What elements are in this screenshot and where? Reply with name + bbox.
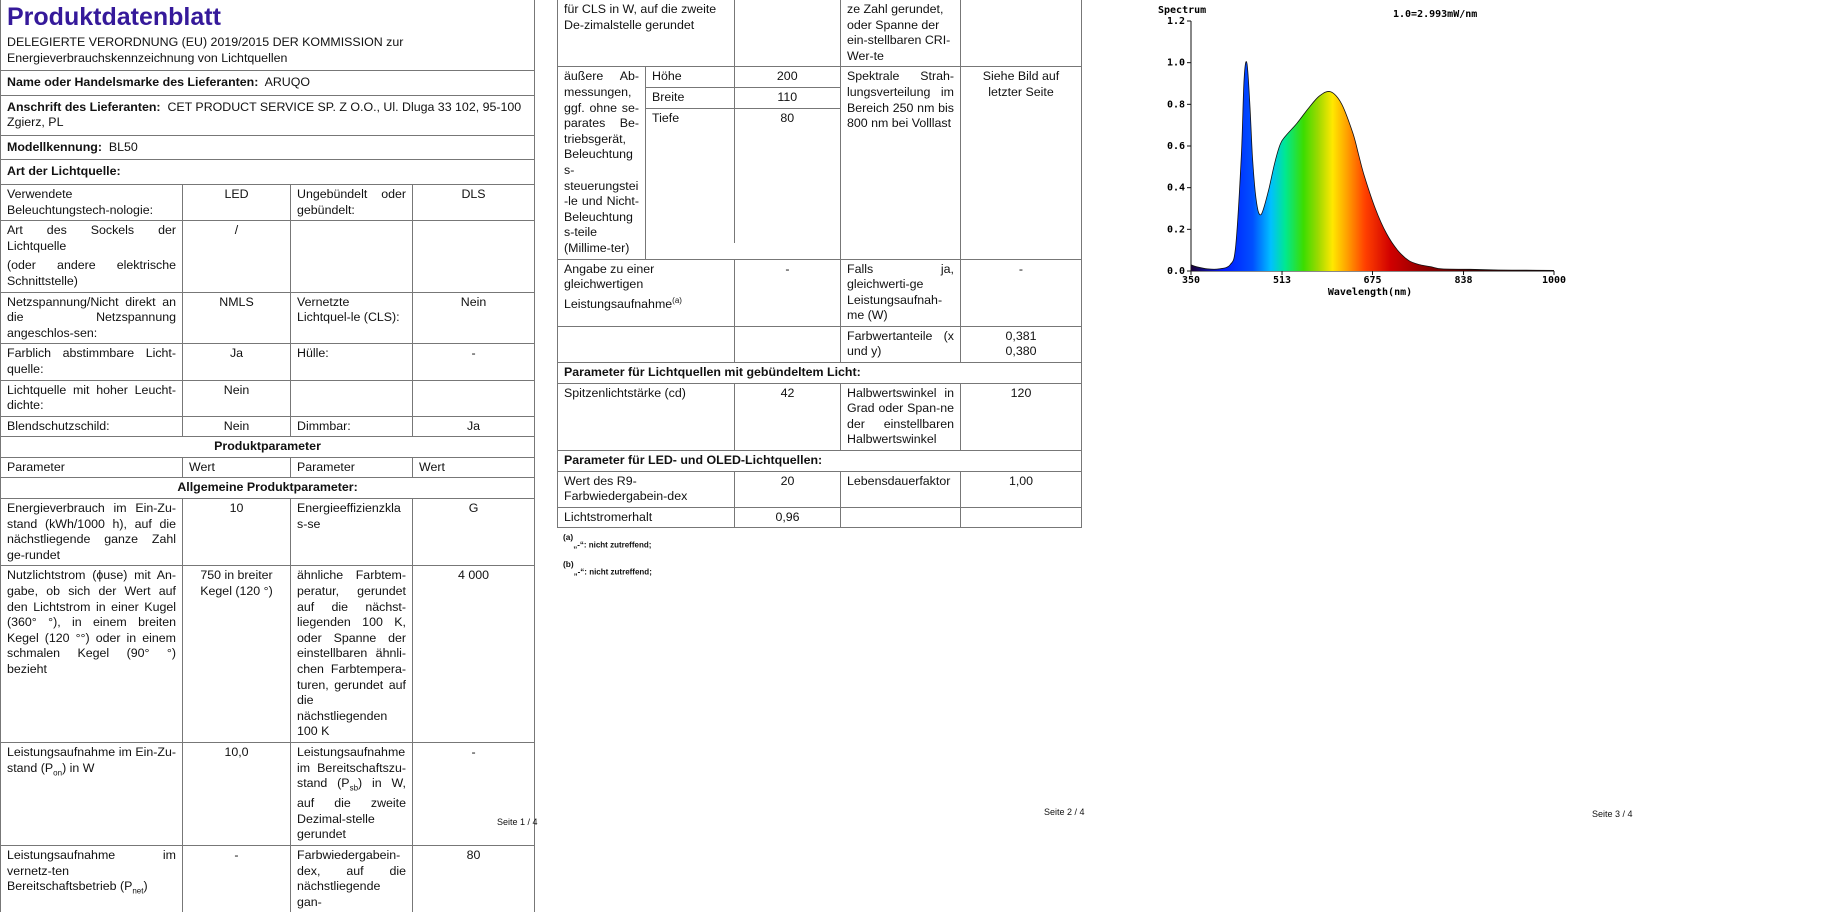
label-high-luminance: Lichtquelle mit hoher Leucht-dichte:: [1, 380, 183, 416]
value-lighting-technology: LED: [183, 184, 291, 220]
y-tick-label: 1.0: [1167, 58, 1185, 69]
supplier-value: ARUQO: [265, 75, 310, 89]
x-tick-label: 838: [1454, 275, 1472, 286]
spectrum-chart: [1150, 0, 1590, 310]
y-tick-label: 0.2: [1167, 224, 1185, 235]
label-width: Breite: [646, 87, 734, 108]
col-header-param: Parameter: [1, 457, 183, 478]
x-tick-label: 350: [1182, 275, 1200, 286]
supplier-label: Name oder Handelsmarke des Lieferanten:: [7, 75, 258, 89]
value-on-mode-power: 10,0: [183, 742, 291, 845]
label-envelope: Hülle:: [291, 344, 413, 380]
label-cap-type: Art des Sockels der Lichtquelle (oder andere elektrische Schnittstelle): [1, 221, 183, 292]
page-title: Produktdatenblatt: [1, 0, 534, 34]
label-survival-factor: Lebensdauerfaktor: [841, 471, 961, 507]
model-label: Modellkennung:: [7, 140, 102, 154]
model-value: BL50: [109, 140, 138, 154]
value-standby-power: -: [413, 742, 535, 845]
label-equivalent-power: Angabe zu einer gleichwertigen Leistungsaufnahme$^{(a)}$: [558, 259, 735, 326]
value-lumen-maintenance: 0,96: [735, 507, 841, 528]
col-header-param: Parameter: [291, 457, 413, 478]
footnote-a: $^{(a)}_{„-“: nicht zutreffend;}$: [557, 528, 1087, 554]
y-tick-label: 0.8: [1167, 99, 1185, 110]
spectrum-area: [1191, 62, 1554, 271]
label-cri: Farbwiedergabein-dex, auf die nächstliegende gan-: [291, 846, 413, 912]
value-networked-standby: -: [183, 846, 291, 912]
page-number-2: Seite 2 / 4: [1044, 807, 1085, 817]
value-cct: 4 000: [413, 566, 535, 743]
label-height: Höhe: [646, 67, 734, 87]
value-cls: Nein: [413, 292, 535, 344]
value-equivalent-power: -: [735, 259, 841, 326]
x-tick-label: 513: [1273, 275, 1291, 286]
value-spectral: Siehe Bild auf letzter Seite: [961, 67, 1082, 259]
label-peak-intensity: Spitzenlichtstärke (cd): [558, 383, 735, 450]
value-colour-tuneable: Ja: [183, 344, 291, 380]
label-r9: Wert des R9-Farbwiedergabein-dex: [558, 471, 735, 507]
label-energy-class: Energieeffizienzklas-se: [291, 499, 413, 566]
page-number-1: Seite 1 / 4: [497, 817, 538, 827]
value-high-luminance: Nein: [183, 380, 291, 416]
datasheet-table-1: [0, 0, 535, 912]
label-cri-cont: ze Zahl gerundet, oder Spanne der ein-stellbaren CRI-Wer-te: [841, 0, 961, 67]
address-label: Anschrift des Lieferanten:: [7, 100, 161, 114]
label-cls-standby: für CLS in W, auf die zweite De-zimalstelle gerundet: [558, 0, 735, 67]
y-tick-label: 0.6: [1167, 141, 1185, 152]
label-useful-flux: Nutzlichtstrom (ϕuse) mit An-gabe, ob sich der Wert auf den Lichtstrom in einer Kugel (360° °), in einem breiten Kegel (120 °°) oder in einem schmalen Kegel (90° °) bezieht: [1, 566, 183, 743]
chart-subtitle: 1.0=2.993mW/nm: [1393, 9, 1477, 20]
value-cap-type: /: [183, 221, 291, 292]
page-3: [1150, 0, 1836, 842]
label-lumen-maintenance: Lichtstromerhalt: [558, 507, 735, 528]
x-axis-label: Wavelength(nm): [1328, 287, 1412, 298]
label-colour-tuneable: Farblich abstimmbare Licht-quelle:: [1, 344, 183, 380]
value-beam-angle: 120: [961, 383, 1082, 450]
label-anti-glare: Blendschutzschild:: [1, 416, 183, 437]
label-cct: ähnliche Farbtem-peratur, gerundet auf die nächst-liegenden 100 K, oder Spanne der einstellbaren ähnli-chen Farbtempera-turen, gerundet auf die nächstliegenden 100 K: [291, 566, 413, 743]
dimensions-table: [646, 67, 840, 242]
label-depth: Tiefe: [646, 108, 734, 243]
label-on-mode-power: Leistungsaufnahme im Ein-Zu-stand $(P_{on})$ in W: [1, 742, 183, 845]
page-2: [557, 0, 1087, 581]
value-survival-factor: 1,00: [961, 471, 1082, 507]
value-r9: 20: [735, 471, 841, 507]
value-dimmable: Ja: [413, 416, 535, 437]
product-params-heading: Produktparameter: [1, 437, 535, 458]
type-heading: Art der Lichtquelle:: [1, 160, 535, 185]
beam-heading: Parameter für Lichtquellen mit gebündeltem Licht:: [558, 363, 1082, 384]
label-chromaticity: Farbwertanteile (x und y): [841, 326, 961, 362]
label-beam-angle: Halbwertswinkel in Grad oder Span-ne der einstellbaren Halbwertswinkel: [841, 383, 961, 450]
col-header-value: Wert: [413, 457, 535, 478]
label-energy-consumption: Energieverbrauch im Ein-Zu-stand (kWh/1000 h), auf die nächstliegende ganze Zahl ge-rundet: [1, 499, 183, 566]
address-value: CET PRODUCT SERVICE SP. Z O.O., Ul. Dluga 33 102, 95-100 Zgierz, PL: [7, 100, 521, 130]
general-params-heading: Allgemeine Produktparameter:: [1, 478, 535, 499]
value-height: 200: [734, 67, 840, 87]
value-cri: 80: [413, 846, 535, 912]
value-energy-class: G: [413, 499, 535, 566]
value-depth: 80: [734, 108, 840, 243]
page-1: [0, 0, 540, 912]
value-directional: DLS: [413, 184, 535, 220]
value-anti-glare: Nein: [183, 416, 291, 437]
value-energy-consumption: 10: [183, 499, 291, 566]
value-mains: NMLS: [183, 292, 291, 344]
label-standby-power: Leistungsaufnahme im Bereitschaftszu-stand $(P_{sb})$ in W, auf die zweite Dezimal-stelle gerundet: [291, 742, 413, 845]
label-cls: Vernetzte Lichtquel-le (CLS):: [291, 292, 413, 344]
x-tick-label: 1000: [1542, 275, 1566, 286]
y-tick-label: 0.4: [1167, 183, 1185, 194]
value-peak-intensity: 42: [735, 383, 841, 450]
label-mains: Netzspannung/Nicht direkt an die Netzspannung angeschlos-sen:: [1, 292, 183, 344]
page-number-3: Seite 3 / 4: [1592, 809, 1633, 819]
label-networked-standby: Leistungsaufnahme im vernetz-ten Bereitschaftsbetrieb $(P_{net})$: [1, 846, 183, 912]
value-equivalent-watts: -: [961, 259, 1082, 326]
value-envelope: -: [413, 344, 535, 380]
y-tick-label: 1.2: [1167, 16, 1185, 27]
footnote-b: $^{(b)}_{„-“: nicht zutreffend;}$: [557, 555, 1087, 581]
value-width: 110: [734, 87, 840, 108]
label-directional: Ungebündelt oder gebündelt:: [291, 184, 413, 220]
label-lighting-technology: Verwendete Beleuchtungstech-nologie:: [1, 184, 183, 220]
chart-title: Spectrum: [1158, 5, 1206, 16]
label-spectral: Spektrale Strah-lungsverteilung im Bereich 250 nm bis 800 nm bei Volllast: [841, 67, 961, 259]
regulation-text: DELEGIERTE VERORDNUNG (EU) 2019/2015 DER KOMMISSION zur Energieverbrauchskennzeichnung von Lichtquellen: [1, 34, 534, 70]
x-tick-label: 675: [1363, 275, 1381, 286]
led-heading: Parameter für LED- und OLED-Lichtquellen:: [558, 451, 1082, 472]
col-header-value: Wert: [183, 457, 291, 478]
value-useful-flux: 750 in breiter Kegel (120 °): [183, 566, 291, 743]
value-chromaticity: 0,381 0,380: [961, 326, 1082, 362]
label-dimensions: äußere Ab-messungen, ggf. ohne se-parates Be-triebsgerät, Beleuchtungs-steuerungstei-le und Nicht-Beleuchtungs-teile (Millime-ter): [558, 67, 646, 259]
label-dimmable: Dimmbar:: [291, 416, 413, 437]
y-tick-label: 0.0: [1167, 266, 1185, 277]
datasheet-table-2: [557, 0, 1082, 528]
label-equivalent-watts: Falls ja, gleichwerti-ge Leistungsaufnah-me (W): [841, 259, 961, 326]
